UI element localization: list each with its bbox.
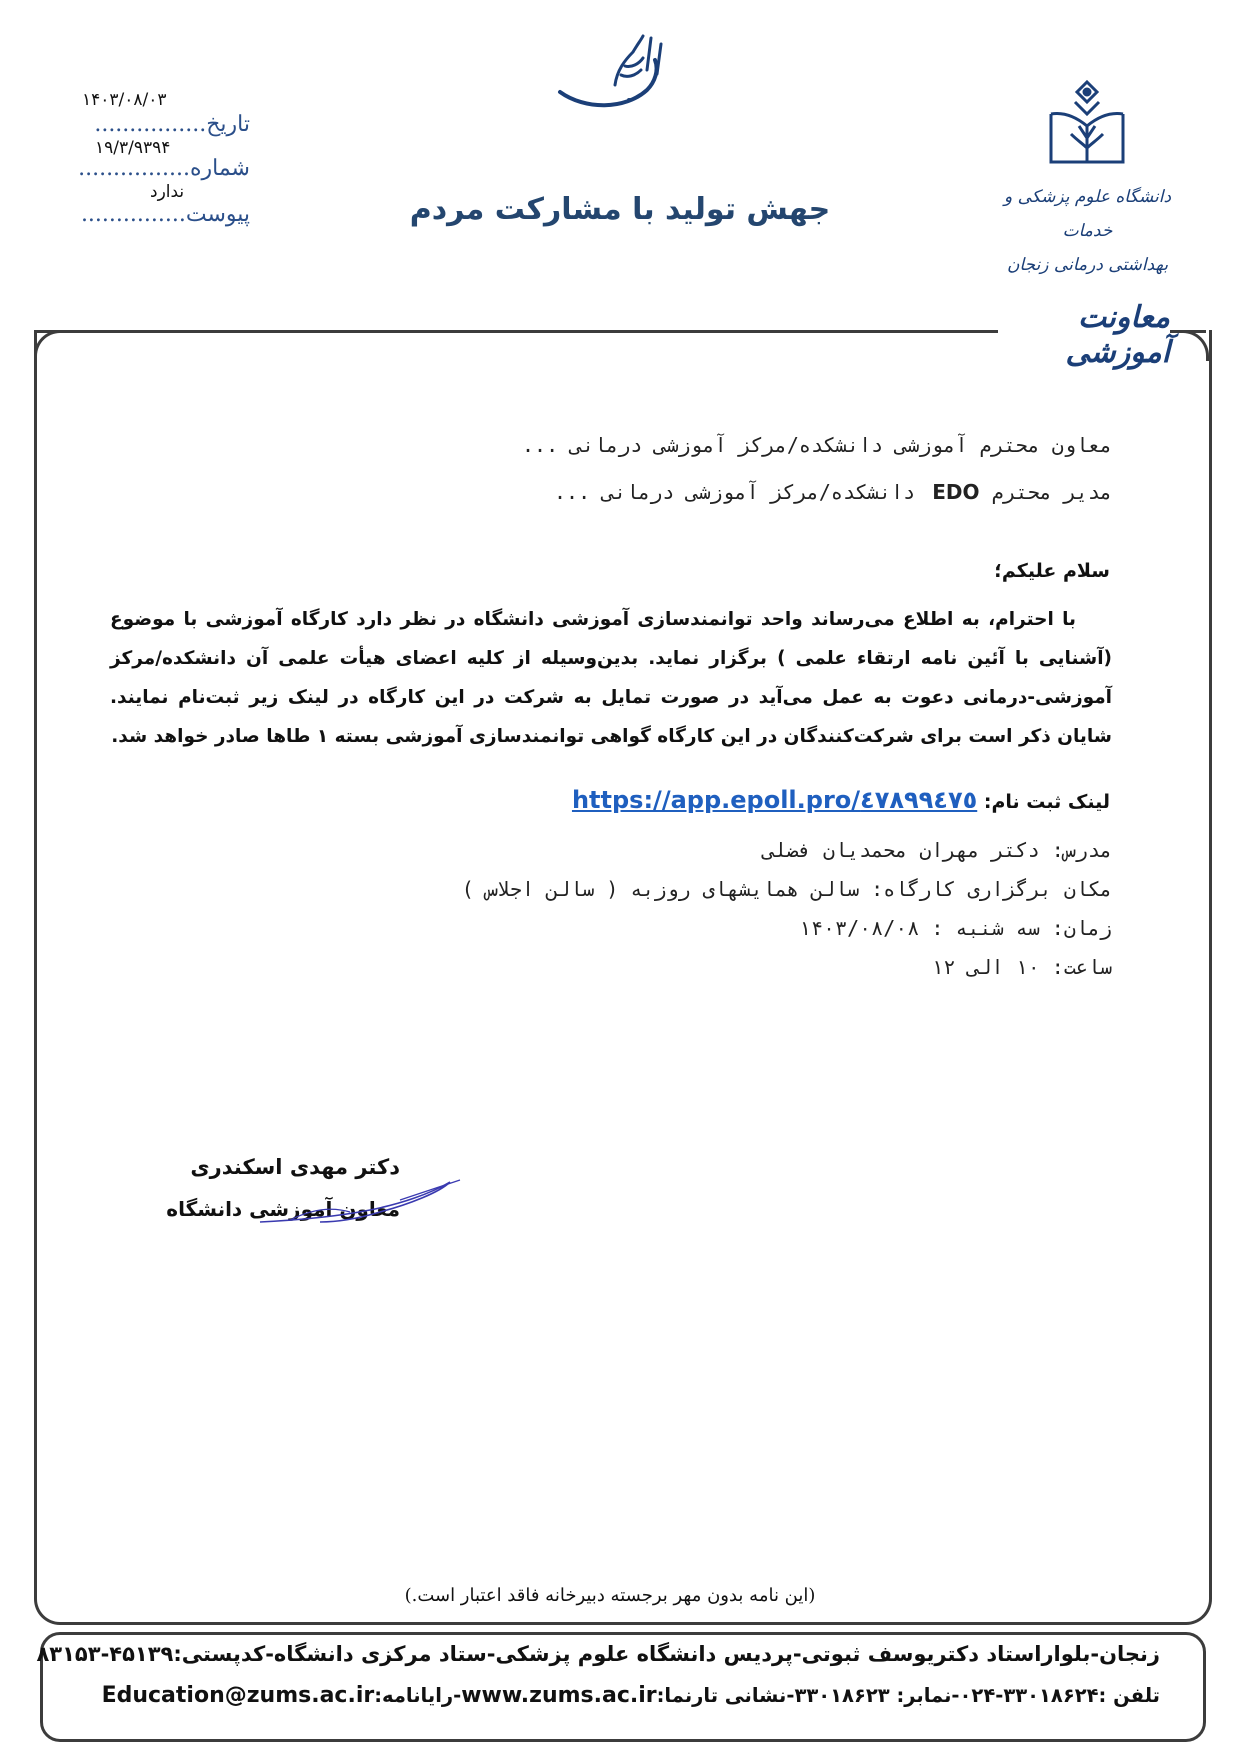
workshop-date: زمان: سه شنبه : ۱۴۰۳/۰۸/۰۸ — [798, 916, 1112, 940]
greeting: سلام علیکم؛ — [994, 560, 1110, 582]
footer-phone: تلفن :۳۳۰۱۸۶۲۴-۰۲۴-نمابر: ۳۳۰۱۸۶۲۳-نشانی تارنما: — [656, 1684, 1160, 1707]
workshop-hour: ساعت: ۱۰ الی ۱۲ — [931, 955, 1112, 979]
university-name-line2: بهداشتی درمانی زنجان — [1006, 255, 1169, 275]
university-logo-icon — [1045, 78, 1129, 166]
venue: مکان برگزاری کارگاه: سالن همایشهای روزبه ( سالن اجلاس ) — [461, 877, 1112, 901]
recipient-2-prefix: مدیر محترم — [991, 480, 1112, 504]
attachment-value: ندارد — [150, 182, 185, 202]
university-name-line1: دانشگاه علوم پزشکی و خدمات — [1003, 187, 1172, 241]
slogan: جهش تولید با مشارکت مردم — [409, 192, 831, 227]
recipient-2-suffix: دانشکده/مرکز آموزشی درمانی ... — [553, 480, 916, 504]
number-value: ۱۹/۳/۹۳۹۴ — [95, 138, 171, 158]
footer-email-label: -رایانامه: — [374, 1684, 462, 1707]
bismillah-calligraphy — [555, 30, 675, 112]
attachment-label: پیوست............... — [80, 202, 250, 227]
department-title: معاونت آموزشی — [1065, 300, 1170, 370]
letter-body-text: با احترام، به اطلاع می‌رساند واحد توانمندسازی آموزشی دانشگاه در نظر دارد کارگاه آموزشی با موضوع (آشنایی با آئین نامه ارتقاء علمی ) برگزار نماید. بدین‌وسیله از کلیه اعضای هیأت علمی آن دانشکده/مرکز آموزشی-درمانی دعوت به عمل می‌آید در صورت تمایل به شرکت در این کارگاه در لینک زیر ثبت‌نام نمایند. شایان ذکر است برای شرکت‌کنندگان در این کارگاه گواهی توانمندسازی آموزشی بسته ۱ طاها صادر خواهد شد. — [110, 609, 1112, 747]
number-label: شماره................ — [78, 156, 250, 181]
footer-email[interactable]: Education@zums.ac.ir — [101, 1683, 375, 1708]
footer-address: زنجان-بلواراستاد دکتریوسف ثبوتی-پردیس دانشگاه علوم پزشکی-ستاد مرکزی دانشگاه-کدپستی:۴۵۱۳۹-۸۳۱۵۳ — [36, 1642, 1160, 1666]
recipient-line-1: معاون محترم آموزشی دانشکده/مرکز آموزشی درمانی ... — [521, 433, 1112, 457]
registration-link-label: لینک ثبت نام: — [983, 791, 1110, 813]
university-name — [985, 180, 1190, 282]
registration-link-row — [572, 786, 1110, 814]
registration-link[interactable]: https://app.epoll.pro/٤٧٨٩٩٤٧٥ — [571, 786, 978, 814]
date-label: تاریخ................ — [94, 112, 250, 137]
date-value: ۱۴۰۳/۰۸/۰۳ — [82, 90, 167, 110]
recipient-2-acronym: EDO — [932, 480, 980, 504]
letter-body — [110, 600, 1112, 756]
handwritten-signature — [250, 1170, 490, 1230]
recipient-line-2 — [554, 480, 1112, 504]
validity-notice: (این نامه بدون مهر برجسته دبیرخانه فاقد اعتبار است.) — [404, 1585, 816, 1606]
signatory-title: معاون آموزشی دانشگاه — [166, 1197, 400, 1221]
footer-contact — [102, 1683, 1160, 1708]
instructor: مدرس: دکتر مهران محمدیان فضلی — [762, 838, 1112, 862]
footer-website[interactable]: www.zums.ac.ir — [461, 1683, 657, 1708]
signatory-name: دکتر مهدی اسکندری — [190, 1155, 400, 1179]
frame-top-line — [34, 330, 998, 333]
